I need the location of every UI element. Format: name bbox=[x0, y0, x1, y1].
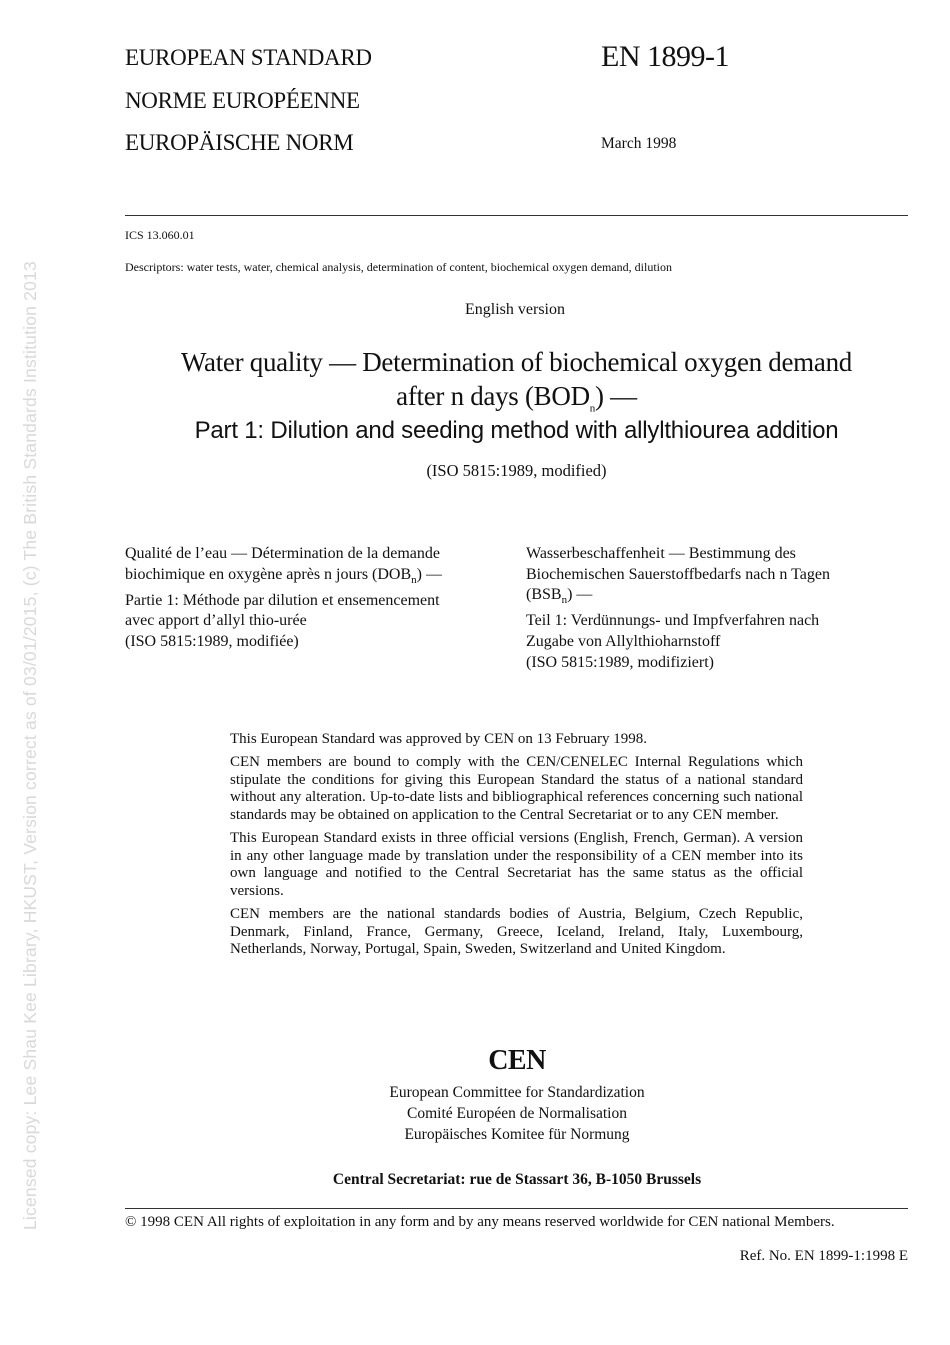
iso-reference: (ISO 5815:1989, modified) bbox=[426, 461, 607, 480]
note-compliance: CEN members are bound to comply with the CEN/CENELEC Internal Regulations which stipulate the conditions for giving this European Standard the status of a national standard without any alteration. Up-to-date lists and bibliographical references concerning such national standards may be obtained on application to the Central Secretariat or to any CEN member. bbox=[230, 754, 803, 823]
title-line-1: Water quality — Determination of biochemical oxygen demand bbox=[181, 347, 852, 377]
header-divider bbox=[125, 215, 908, 216]
approval-notes bbox=[230, 731, 803, 965]
part-title: Part 1: Dilution and seeding method with allylthiourea addition bbox=[194, 417, 839, 444]
reference-number: Ref. No. EN 1899-1:1998 E bbox=[739, 1248, 908, 1264]
title-line-2: after n days $(BOD_n)$ — bbox=[396, 381, 637, 415]
copyright-notice: © 1998 CEN All rights of exploitation in any form and by any means reserved worldwide for CEN national Members. bbox=[125, 1214, 835, 1230]
footer-divider bbox=[125, 1208, 908, 1209]
language-version: English version bbox=[465, 301, 565, 318]
document-title bbox=[125, 345, 908, 425]
ics-code: ICS 13.060.01 bbox=[125, 228, 195, 242]
title-french: NORME EUROPÉENNE bbox=[125, 88, 360, 113]
note-members: CEN members are the national standards bodies of Austria, Belgium, Czech Republic, Denmark, Finland, France, Germany, Greece, Iceland, Ireland, Italy, Luxembourg, Netherlands, Norway, Portugal, Spain, Sweden, Switzerland and United Kingdom. bbox=[230, 906, 803, 958]
central-secretariat: Central Secretariat: rue de Stassart 36, B-1050 Brussels bbox=[332, 1171, 702, 1188]
cen-names: European Committee for Standardization Comité Européen de Normalisation Europäisches Komitee für Normung bbox=[389, 1084, 645, 1143]
descriptors: Descriptors: water tests, water, chemical analysis, determination of content, biochemical oxygen demand, dilution bbox=[125, 260, 673, 274]
note-approval: This European Standard was approved by CEN on 13 February 1998. bbox=[230, 731, 647, 747]
french-title: Qualité de l’eau — Détermination de la demande biochimique en oxygène après n jours $(DOB_n)$ — Partie 1: Méthode par dilution et ensemencement avec apport d’allyl thio-urée (ISO 5815:1989, modifiée) bbox=[125, 545, 442, 650]
license-watermark: Licensed copy: Lee Shau Kee Library, HKUST, Version correct as of 03/01/2015, (c) The British Standards Institution 2013 bbox=[20, 261, 40, 1230]
publication-date: March 1998 bbox=[601, 135, 677, 152]
standard-number: EN 1899-1 bbox=[601, 40, 729, 73]
note-versions: This European Standard exists in three official versions (English, French, German). A version in any other language made by translation under the responsibility of a CEN member into its own language and notified to the Central Secretariat has the same status as the official versions. bbox=[230, 830, 803, 899]
cen-logo: CEN bbox=[488, 1045, 546, 1076]
title-german: EUROPÄISCHE NORM bbox=[125, 130, 354, 155]
german-title: Wasserbeschaffenheit — Bestimmung des Biochemischen Sauerstoffbedarfs nach n Tagen $(BSB_n)$ — Teil 1: Verdünnungs- und Impfverfahren nach Zugabe von Allylthioharnstoff (ISO 5815:1989, modifiziert) bbox=[526, 545, 830, 671]
title-english: EUROPEAN STANDARD bbox=[125, 45, 372, 70]
